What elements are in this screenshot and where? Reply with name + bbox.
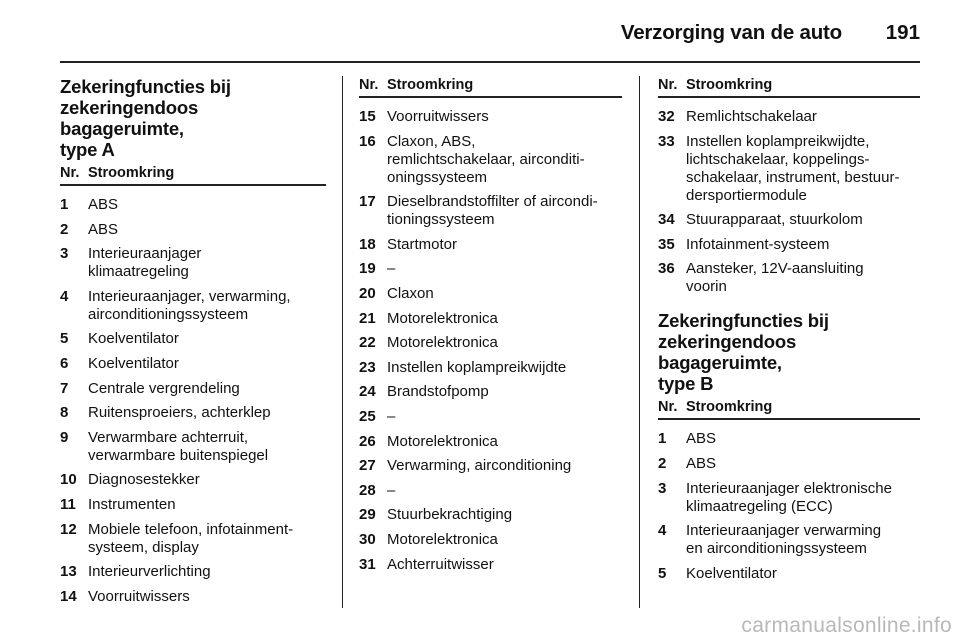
fuse-circuit-line: klimaatregeling (ECC) [686,497,833,515]
fuse-circuit-line: Motorelektronica [387,432,498,450]
fuse-number: 5 [60,330,69,348]
fuse-circuit-line: Motorelektronica [387,334,498,352]
fuse-circuit [686,260,920,296]
column-header-nr: Nr. [658,77,678,93]
fuse-circuit [387,236,622,254]
fuse-circuit-line: airconditioningssysteem [88,305,249,323]
fuse-circuit-line: Motorelektronica [387,309,498,327]
fuse-number: 3 [60,245,69,263]
fuse-number: 4 [60,287,69,305]
fuse-circuit [387,408,622,426]
column-divider [342,76,343,608]
table-row [60,404,326,422]
fuse-number: 8 [60,404,69,422]
section-a-title-line: type A [60,139,115,160]
header-title: Verzorging van de auto [620,21,842,44]
fuse-number: 2 [658,454,667,472]
fuse-number: 11 [60,495,76,513]
fuse-circuit [387,310,622,328]
table-row [359,133,622,187]
fuse-circuit [88,471,326,489]
fuse-circuit [686,565,920,583]
table-row [359,433,622,451]
fuse-circuit-line: Interieuraanjager [88,245,202,263]
section-a-title-line: zekeringendoos bagageruimte, [60,97,199,139]
fuse-circuit-line: Verwarmbare achterruit, [88,428,249,446]
table-row [359,236,622,254]
column-header-circuit: Stroomkring [387,77,474,93]
fuse-circuit-line: Instellen koplampreikwijdte [387,358,567,376]
column-divider [639,76,640,608]
table-row [60,471,326,489]
fuse-circuit [88,521,326,557]
table-row [60,521,326,557]
fuse-number: 15 [359,108,376,125]
fuse-number: 30 [359,530,376,548]
fuse-circuit [387,359,622,377]
fuse-circuit [686,236,920,254]
fuse-circuit-line: Koelventilator [686,564,777,582]
fuse-circuit [88,245,326,281]
column-header-circuit: Stroomkring [686,77,773,93]
fuse-circuit-line: tioningssysteem [387,211,495,229]
fuse-circuit-line: ABS [88,220,119,238]
fuse-circuit [88,496,326,514]
page-header [60,0,920,63]
table-row [658,480,920,516]
fuse-circuit-line: Interieuraanjager verwarming [686,522,882,540]
fuse-circuit [387,285,622,303]
fuse-number: 4 [658,522,667,540]
fuse-number: 26 [359,432,376,450]
fuse-circuit [686,430,920,448]
column-3 [658,76,920,589]
table-row [658,108,920,126]
fuse-circuit-line: en airconditioningssysteem [686,540,867,558]
fuse-circuit-line: Startmotor [387,235,458,253]
fuse-circuit-line: Diagnosestekker [88,471,200,489]
fuse-circuit-line: Motorelektronica [387,530,498,548]
table-row [60,330,326,348]
fuse-number: 1 [658,430,667,448]
fuse-circuit-line: Interieurverlichting [88,563,211,581]
column-header-nr: Nr. [359,77,379,93]
fuse-number: 20 [359,284,376,302]
fuse-circuit-line: verwarmbare buitenspiegel [88,446,269,464]
fuse-circuit-line: Centrale vergrendeling [88,379,240,397]
fuse-circuit [686,211,920,229]
fuse-number: 29 [359,506,376,524]
fuse-circuit [387,133,622,187]
fuse-circuit [686,455,920,473]
fuse-number: 18 [359,235,376,253]
fuse-number: 6 [60,354,69,372]
fuse-number: 12 [60,520,77,538]
fuse-circuit [686,522,920,558]
fuse-circuit-line: Brandstofpomp [387,383,489,401]
fuse-circuit [88,330,326,348]
fuse-circuit [88,221,326,239]
fuse-circuit [686,133,920,205]
fuse-number: 24 [359,383,376,401]
fuse-number: 7 [60,379,69,397]
fuse-circuit [88,563,326,581]
fuse-circuit-line: ABS [88,196,119,213]
fuse-number: 32 [658,108,675,125]
column-2 [359,76,622,580]
fuse-number: 23 [359,358,376,376]
fuse-number: 25 [359,407,376,425]
fuse-number: 10 [60,471,77,489]
section-b-title-line: Zekeringfuncties bij [658,310,829,332]
fuse-number: 5 [658,564,667,582]
table-row [60,221,326,239]
fuse-circuit [387,108,622,126]
fuse-circuit [88,404,326,422]
table-row [359,408,622,426]
table-row [60,245,326,281]
fuse-circuit [686,480,920,516]
table-header [658,76,920,98]
fuse-table-a [60,164,326,606]
table-row [658,430,920,448]
column-header-nr: Nr. [658,399,678,416]
table-header [359,76,622,98]
table-row [60,380,326,398]
fuse-circuit-line: Verwarming, airconditioning [387,457,572,475]
fuse-circuit [387,433,622,451]
fuse-number: 34 [658,211,675,229]
fuse-circuit-line: oningssysteem [387,168,488,186]
fuse-number: 31 [359,555,376,573]
fuse-circuit-line: Achterruitwisser [387,555,494,573]
fuse-circuit-line: Ruitensproeiers, achterklep [88,404,271,422]
table-row [60,355,326,373]
table-row [658,260,920,296]
table-header [60,164,326,186]
fuse-circuit-line: Claxon, ABS, [387,132,476,150]
fuse-circuit-line: Koelventilator [88,354,179,372]
table-row [359,506,622,524]
fuse-circuit-line: Claxon [387,284,434,302]
fuse-circuit-line: Voorruitwissers [88,587,190,605]
fuse-circuit-line: systeem, display [88,538,199,556]
table-row [359,285,622,303]
table-row [60,588,326,606]
fuse-circuit [88,380,326,398]
fuse-number: 21 [359,309,376,327]
fuse-circuit [88,288,326,324]
table-row [658,211,920,229]
fuse-circuit-line: Remlichtschakelaar [686,108,817,125]
fuse-circuit-line: Dieselbrandstoffilter of aircondi- [387,193,598,211]
table-row [359,482,622,500]
fuse-circuit-line: ABS [686,430,717,448]
fuse-number: 22 [359,334,376,352]
fuse-circuit-line: Voorruitwissers [387,108,489,125]
fuse-number: 36 [658,260,675,278]
table-row [359,383,622,401]
table-row [658,236,920,254]
fuse-circuit [88,588,326,606]
fuse-number: 33 [658,132,675,150]
fuse-number: 27 [359,457,376,475]
fuse-circuit-line: ABS [686,454,717,472]
fuse-number: 9 [60,428,69,446]
fuse-circuit-line: Instrumenten [88,495,176,513]
fuse-circuit [387,506,622,524]
column-header-nr: Nr. [60,165,80,181]
fuse-circuit [387,531,622,549]
fuse-circuit-line: klimaatregeling [88,263,189,281]
fuse-circuit-line: Aansteker, 12V-aansluiting [686,260,864,278]
table-row [60,496,326,514]
table-row [658,133,920,205]
table-row [359,457,622,475]
fuse-circuit [686,108,920,126]
fuse-number: 1 [60,196,69,213]
section-b-title [658,310,920,394]
table-row [60,196,326,214]
fuse-circuit-line: schakelaar, instrument, bestuur- [686,168,900,186]
fuse-number: 35 [658,235,675,253]
table-row [658,522,920,558]
fuse-number: 14 [60,587,77,605]
table-row [359,108,622,126]
fuse-circuit [387,193,622,229]
fuse-circuit-line: dersportiermodule [686,186,807,204]
fuse-circuit [387,556,622,574]
fuse-circuit-line: Interieuraanjager, verwarming, [88,287,291,305]
table-row [359,310,622,328]
table-row [359,359,622,377]
fuse-circuit-line: – [387,260,396,278]
fuse-number: 13 [60,563,77,581]
table-row [60,288,326,324]
fuse-circuit-line: voorin [686,278,727,296]
fuse-number: 2 [60,220,69,238]
fuse-number: 17 [359,193,376,211]
section-b-title-line: zekeringendoos bagageruimte, [658,331,797,374]
table-row [658,455,920,473]
fuse-circuit-line: – [387,407,396,425]
fuse-circuit [387,383,622,401]
fuse-circuit-line: Instellen koplampreikwijdte, [686,132,870,150]
watermark: carmanualsonline.info [741,614,952,637]
fuse-number: 28 [359,481,376,499]
fuse-circuit [387,334,622,352]
table-row [60,429,326,465]
fuse-table-b [658,398,920,582]
fuse-circuit [88,355,326,373]
table-row [359,334,622,352]
section-a-title-line: Zekeringfuncties bij [60,76,231,97]
fuse-number: 16 [359,132,376,150]
fuse-circuit [387,260,622,278]
section-a-title [60,76,326,160]
column-header-circuit: Stroomkring [88,165,175,181]
fuse-circuit-line: Infotainment-systeem [686,235,830,253]
table-row [658,565,920,583]
column-1 [60,76,326,612]
fuse-circuit-line: Koelventilator [88,330,179,348]
fuse-circuit-line: Mobiele telefoon, infotainment- [88,520,294,538]
table-row [60,563,326,581]
column-header-circuit: Stroomkring [686,399,773,416]
fuse-circuit-line: Stuurbekrachtiging [387,506,513,524]
fuse-circuit-line: Interieuraanjager elektronische [686,479,892,497]
fuse-circuit [387,482,622,500]
table-row [359,531,622,549]
fuse-circuit [88,196,326,214]
fuse-circuit-line: Stuurapparaat, stuurkolom [686,211,863,229]
fuse-number: 3 [658,479,667,497]
table-header [658,398,920,420]
fuse-number: 19 [359,260,376,278]
section-b-title-line: type B [658,373,714,395]
fuse-circuit [387,457,622,475]
table-row [359,556,622,574]
fuse-circuit-line: remlichtschakelaar, airconditi- [387,150,585,168]
page-number: 191 [885,21,920,44]
fuse-circuit-line: – [387,481,396,499]
fuse-circuit [88,429,326,465]
table-row [359,260,622,278]
table-row [359,193,622,229]
fuse-table-a-continued [359,76,622,574]
fuse-table-a-end [658,76,920,296]
fuse-circuit-line: lichtschakelaar, koppelings- [686,150,870,168]
